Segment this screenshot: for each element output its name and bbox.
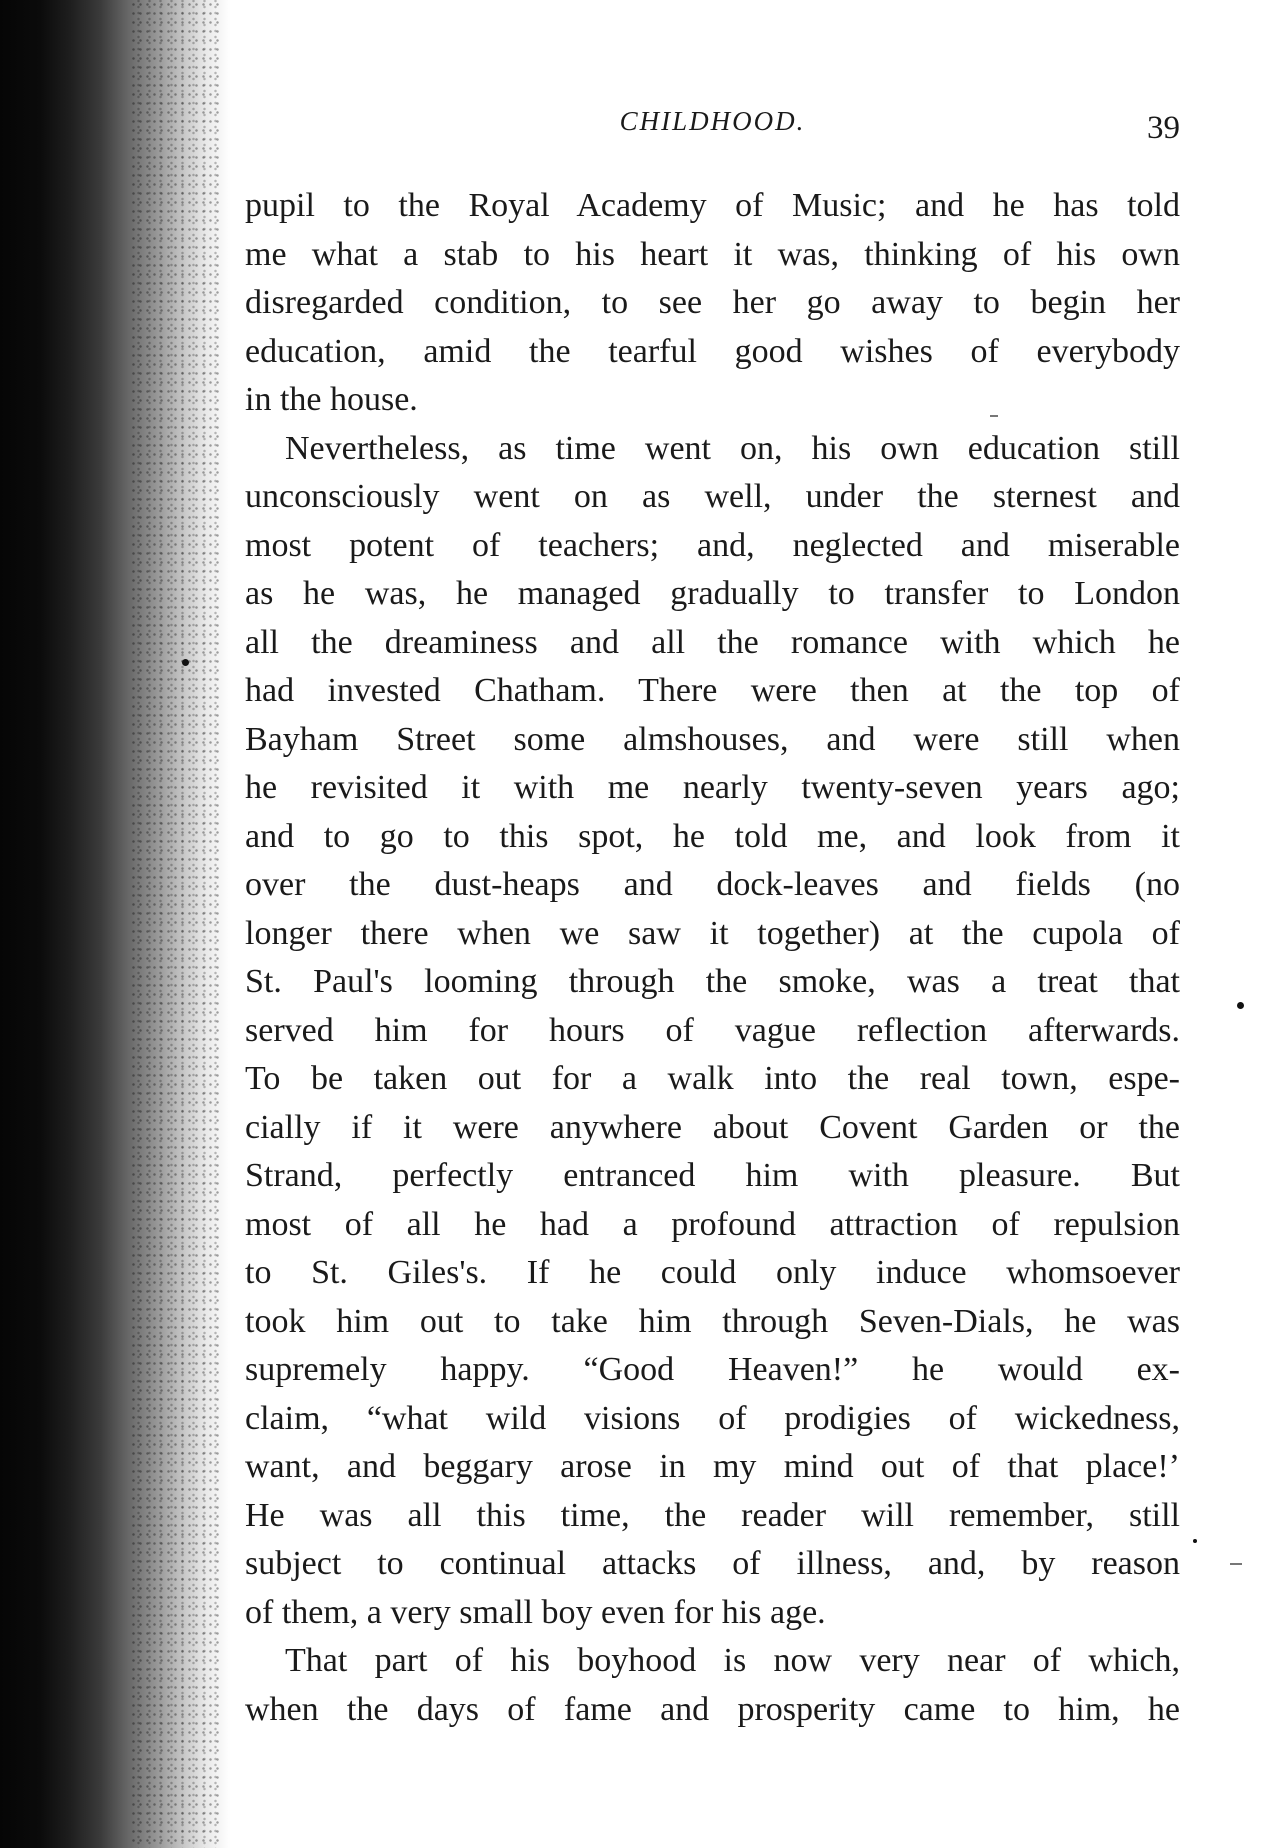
page-number: 39: [1147, 110, 1180, 146]
text-line: St. Paul's looming through the smoke, was a treat that: [245, 963, 1180, 1000]
text-line: education, amid the tearful good wishes of everybody: [245, 332, 1180, 370]
running-title: CHILDHOOD.: [619, 106, 806, 136]
text-line: want, and beggary arose in my mind out of that place!’: [245, 1448, 1180, 1485]
text-line: subject to continual attacks of illness, and, by reason: [245, 1545, 1180, 1582]
text-line: unconsciously went on as well, under the sternest and: [245, 478, 1180, 515]
text-line: took him out to take him through Seven-Dials, he was: [245, 1302, 1180, 1340]
text-line: Nevertheless, as time went on, his own education still: [285, 429, 1180, 467]
text-line: longer there when we saw it together) at the cupola of: [245, 914, 1180, 952]
text-line: claim, “what wild visions of prodigies of wickedness,: [245, 1399, 1180, 1437]
paragraph: [245, 182, 1180, 425]
text-line: had invested Chatham. There were then at the top of: [245, 672, 1180, 709]
text-line: as he was, he managed gradually to transfer to London: [245, 575, 1180, 612]
text-line: To be taken out for a walk into the real town, espe-: [245, 1060, 1180, 1097]
text-line: cially if it were anywhere about Covent Garden or the: [245, 1108, 1180, 1146]
body-text: [245, 182, 1180, 1734]
text-line: all the dreaminess and all the romance with which he: [245, 623, 1180, 661]
text-line: when the days of fame and prosperity came to him, he: [245, 1690, 1180, 1728]
text-line: That part of his boyhood is now very near of which,: [285, 1642, 1180, 1679]
text-line: supremely happy. “Good Heaven!” he would ex-: [245, 1351, 1180, 1388]
running-head: [245, 100, 1180, 146]
text-line: pupil to the Royal Academy of Music; and he has told: [245, 187, 1180, 224]
text-line: most potent of teachers; and, neglected and miserable: [245, 526, 1180, 564]
text-line: Bayham Street some almshouses, and were still when: [245, 720, 1180, 758]
text-line: disregarded condition, to see her go away to begin her: [245, 284, 1180, 321]
text-line: He was all this time, the reader will remember, still: [245, 1496, 1180, 1534]
paragraph: [245, 1637, 1180, 1734]
scan-mark: [990, 415, 998, 417]
scan-speck: [1193, 1539, 1197, 1543]
text-line: served him for hours of vague reflection afterwards.: [245, 1011, 1180, 1049]
scan-mark: [1230, 1563, 1242, 1565]
text-line: to St. Giles's. If he could only induce whomsoever: [245, 1254, 1180, 1291]
paragraph: [245, 425, 1180, 1638]
text-line: and to go to this spot, he told me, and look from it: [245, 817, 1180, 855]
scan-speck: [182, 659, 189, 666]
text-line: Strand, perfectly entranced him with pleasure. But: [245, 1157, 1180, 1194]
text-line: in the house.: [245, 381, 418, 418]
text-line: me what a stab to his heart it was, thinking of his own: [245, 235, 1180, 273]
gutter-speckle: [130, 0, 220, 1848]
text-line: most of all he had a profound attraction of repulsion: [245, 1205, 1180, 1243]
scan-speck: [1237, 1002, 1244, 1009]
text-line: of them, a very small boy even for his age.: [245, 1593, 826, 1631]
text-line: over the dust-heaps and dock-leaves and fields (no: [245, 866, 1180, 903]
text-line: he revisited it with me nearly twenty-seven years ago;: [245, 769, 1180, 806]
